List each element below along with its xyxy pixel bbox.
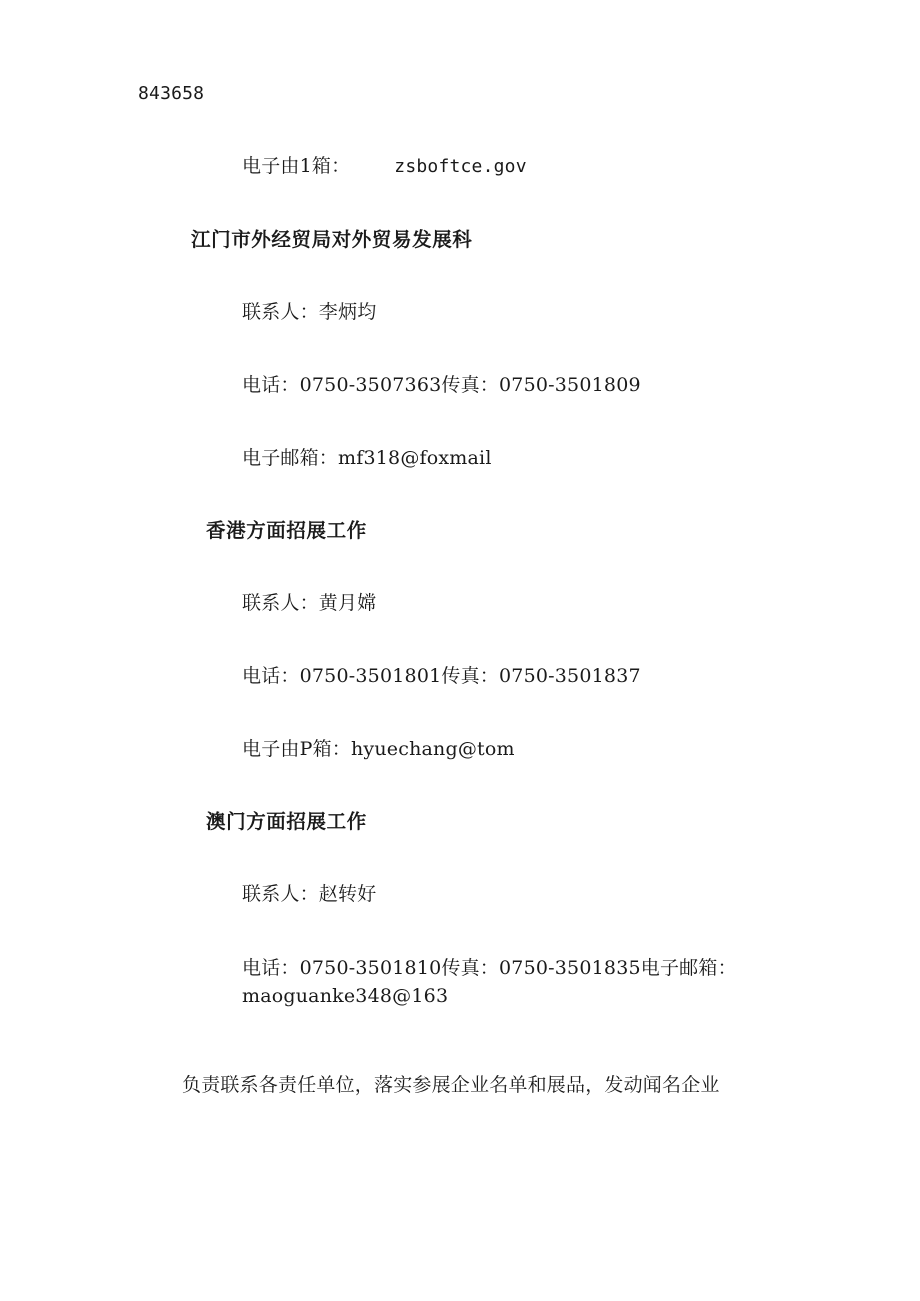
phone-fax-email-macau-line1: 电话：0750-3501810传真：0750-3501835电子邮箱：: [242, 957, 737, 979]
section-title-jiangmen: 江门市外经贸局对外贸易发展科: [191, 228, 473, 251]
email-label: 电子由1箱：: [242, 155, 351, 177]
section-title-hongkong: 香港方面招展工作: [206, 519, 367, 542]
contact-hongkong: 联系人：黄月嫦: [242, 592, 377, 614]
phone-fax-jiangmen: 电话：0750-3507363传真：0750-3501809: [242, 374, 641, 396]
email-value: zsboftce.gov: [394, 156, 527, 177]
top-fragment-text: 843658: [138, 83, 205, 104]
phone-fax-hongkong: 电话：0750-3501801传真：0750-3501837: [242, 665, 641, 687]
email-line-block1: [242, 152, 527, 181]
email-jiangmen: 电子邮箱：mf318@foxmail: [242, 447, 492, 469]
closing-paragraph: 负责联系各责任单位，落实参展企业名单和展品，发动闻名企业: [182, 1074, 720, 1096]
email-hongkong: 电子由P箱：hyuechang@tom: [242, 738, 515, 760]
contact-macau: 联系人：赵转好: [242, 883, 377, 905]
email-macau-line2: maoguanke348@163: [242, 985, 449, 1007]
section-title-macau: 澳门方面招展工作: [206, 810, 367, 833]
contact-jiangmen: 联系人：李炳均: [242, 301, 377, 323]
